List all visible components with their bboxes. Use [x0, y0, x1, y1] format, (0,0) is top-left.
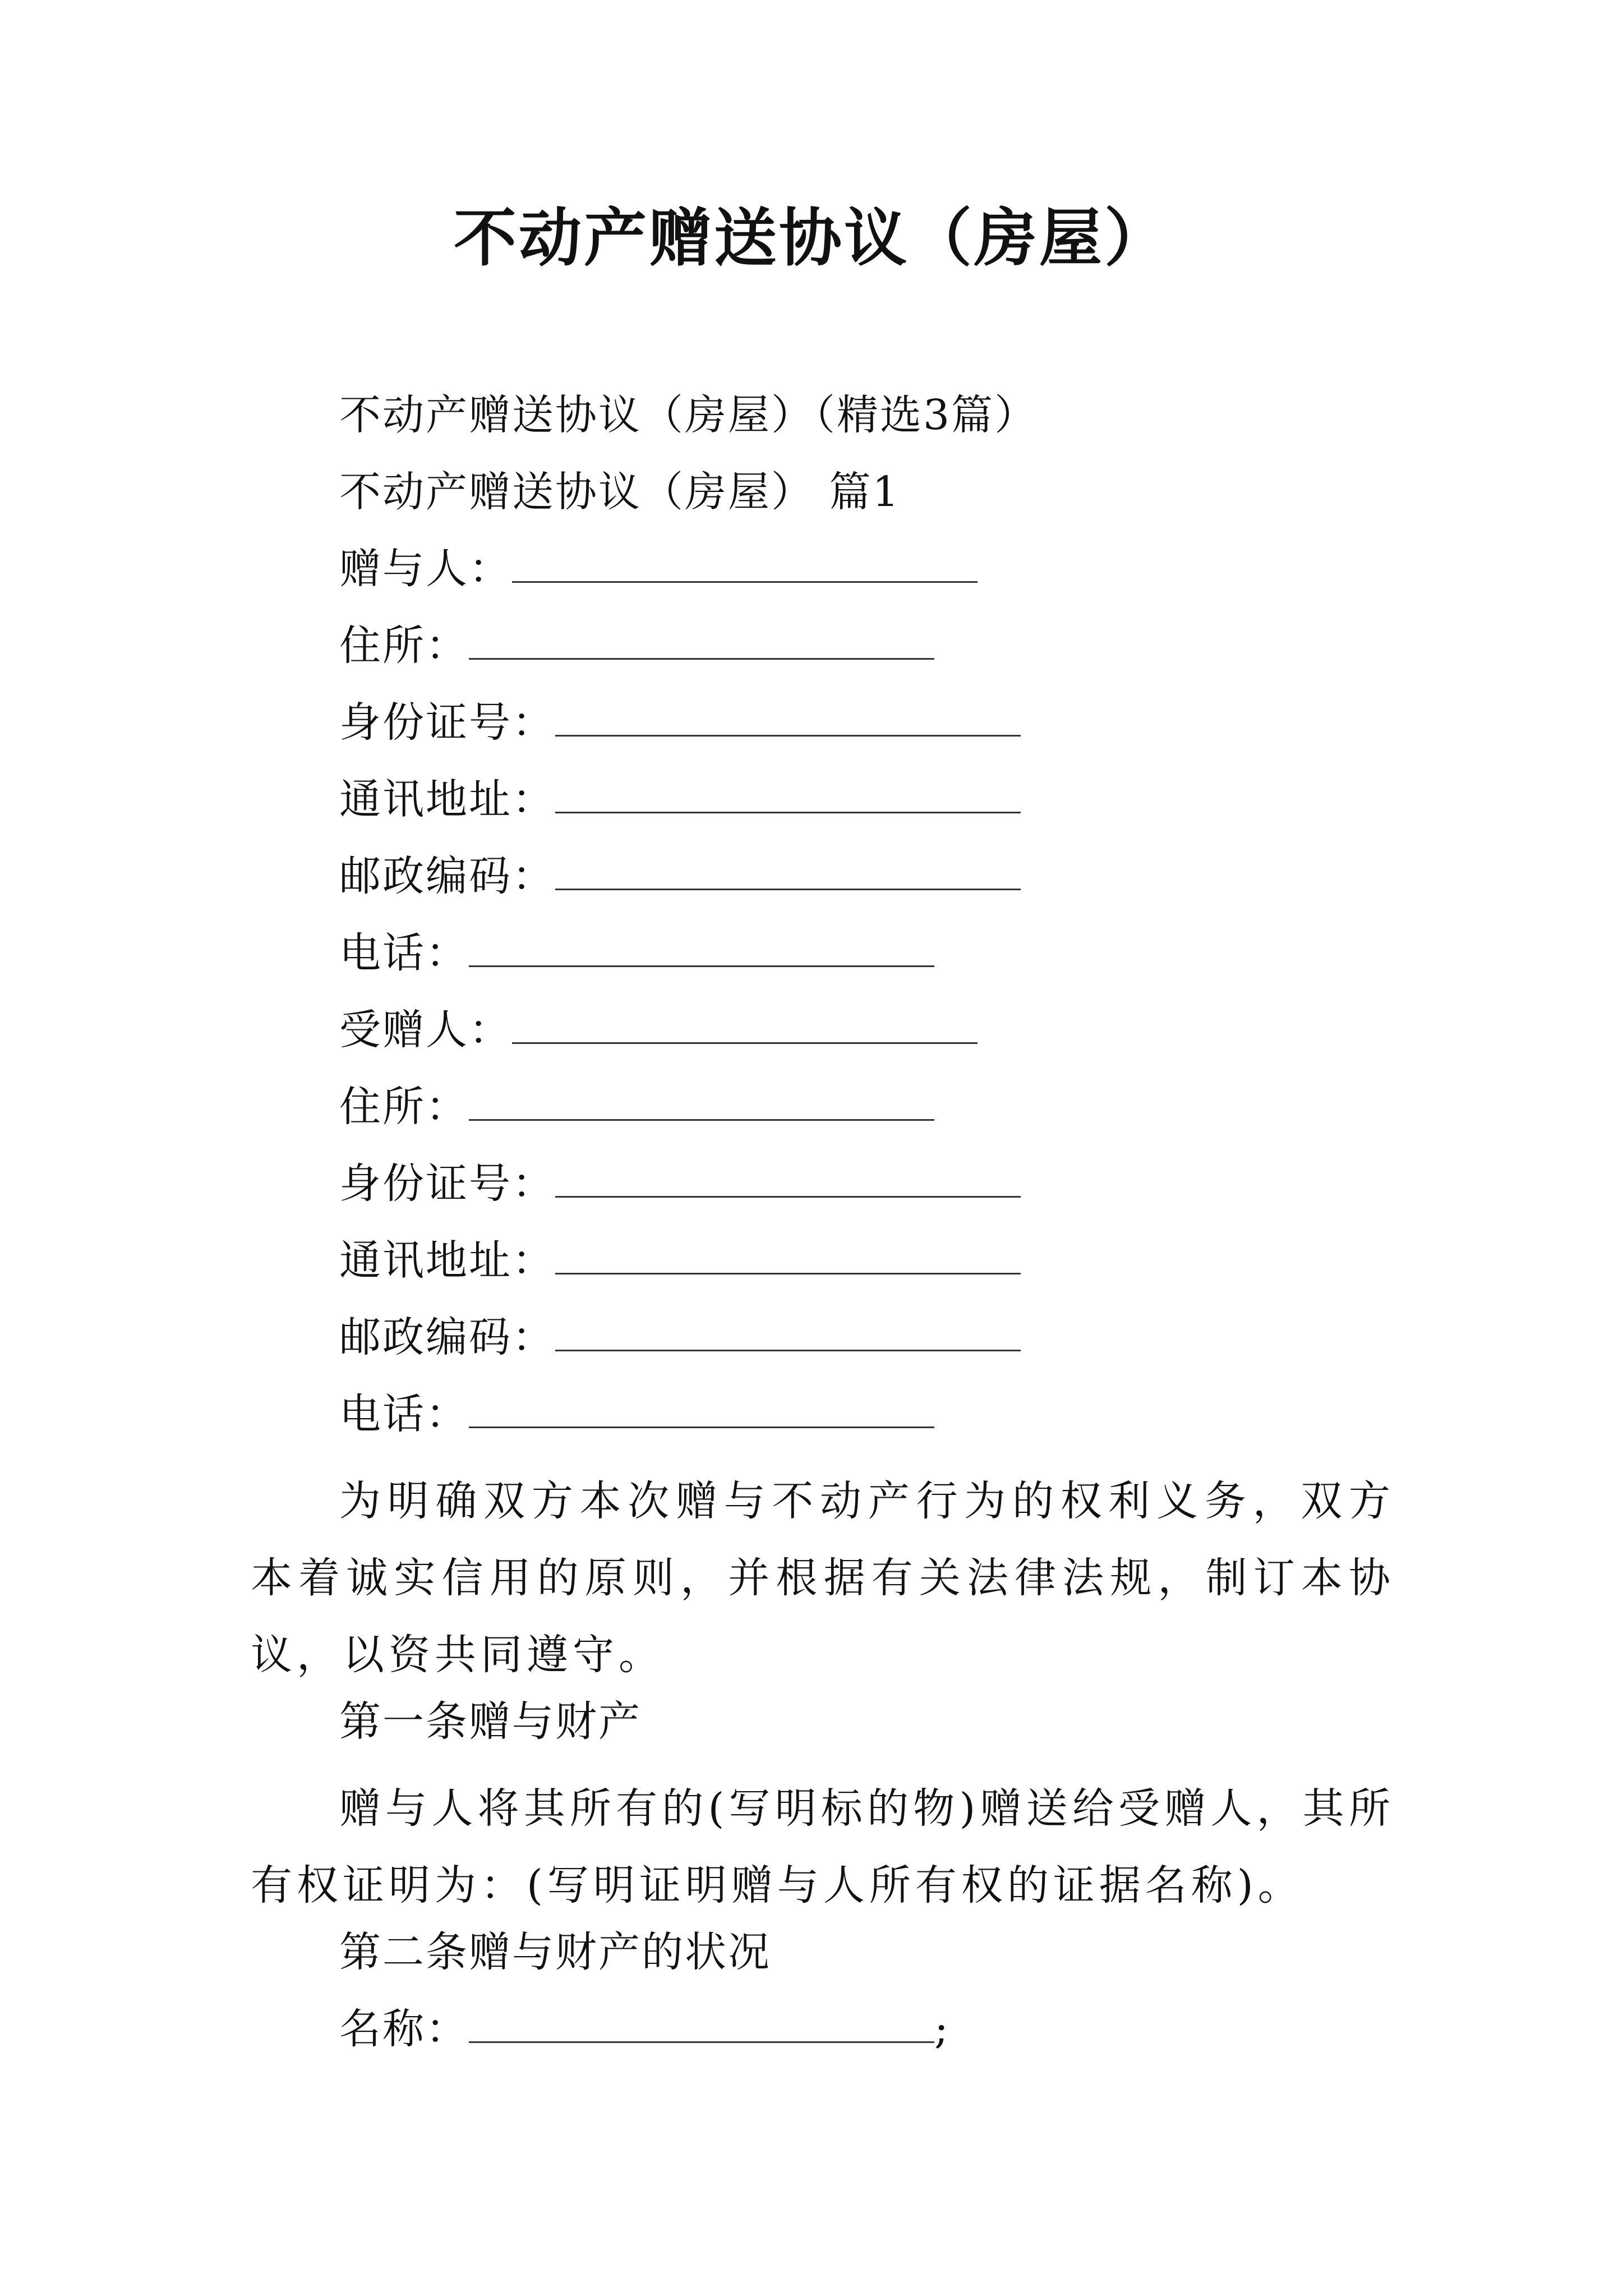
- donee-name-label: 受赠人：: [339, 1006, 512, 1054]
- donor-name-blank: [512, 546, 978, 583]
- article1-paragraph: 赠与人将其所有的(写明标的物)赠送给受赠人，其所有权证明为：(写明证明赠与人所有权的证据名称)。: [251, 1784, 1395, 1910]
- donee-id-label: 身份证号：: [339, 1159, 555, 1208]
- donee-mail-address-label: 通讯地址：: [339, 1236, 555, 1285]
- donee-id-blank: [555, 1161, 1021, 1198]
- article1-heading: 第一条赠与财产: [339, 1697, 642, 1746]
- donor-phone-row: [339, 925, 934, 981]
- donee-postcode-row: [339, 1309, 1021, 1365]
- subtitle: 不动产赠送协议（房屋）（精选3篇）: [339, 391, 1038, 439]
- donee-address-blank: [469, 1084, 934, 1121]
- donee-mail-address-blank: [555, 1238, 1021, 1274]
- donee-postcode-label: 邮政编码：: [339, 1313, 555, 1361]
- intro-paragraph: 为明确双方本次赠与不动产行为的权利义务，双方本着诚实信用的原则，并根据有关法律法规，制订本协议，以资共同遵守。: [251, 1477, 1395, 1679]
- donee-name-blank: [512, 1007, 978, 1044]
- donor-postcode-blank: [555, 854, 1021, 890]
- donee-address-label: 住所：: [339, 1083, 469, 1131]
- document-title: 不动产赠送协议（房屋）: [454, 201, 1169, 275]
- donor-id-label: 身份证号：: [339, 698, 555, 747]
- donee-phone-label: 电话：: [339, 1390, 469, 1438]
- article2-name-label: 名称：: [339, 2005, 469, 2053]
- donor-id-row: [339, 694, 1021, 751]
- donor-postcode-row: [339, 848, 1021, 904]
- donor-name-row: [339, 541, 978, 597]
- article2-heading: 第二条赠与财产的状况: [339, 1928, 771, 1976]
- donor-address-blank: [469, 623, 934, 660]
- chapter-heading: 不动产赠送协议（房屋） 篇1: [339, 468, 901, 516]
- donee-address-row: [339, 1079, 934, 1135]
- donee-postcode-blank: [555, 1315, 1021, 1351]
- donor-mail-address-row: [339, 771, 1021, 827]
- donor-phone-label: 电话：: [339, 929, 469, 977]
- donor-mail-address-blank: [555, 777, 1021, 813]
- donor-id-blank: [555, 700, 1021, 737]
- donor-phone-blank: [469, 931, 934, 967]
- donor-postcode-label: 邮政编码：: [339, 852, 555, 900]
- donor-name-label: 赠与人：: [339, 545, 512, 593]
- donee-phone-row: [339, 1386, 934, 1442]
- article2-name-blank: [469, 2007, 934, 2043]
- article2-name-row: [339, 2001, 950, 2057]
- donee-id-row: [339, 1156, 1021, 1212]
- article2-name-suffix: ;: [934, 2005, 950, 2053]
- donor-mail-address-label: 通讯地址：: [339, 775, 555, 823]
- donee-name-row: [339, 1002, 978, 1058]
- donor-address-row: [339, 618, 934, 674]
- donee-phone-blank: [469, 1392, 934, 1428]
- donee-mail-address-row: [339, 1232, 1021, 1289]
- donor-address-label: 住所：: [339, 622, 469, 670]
